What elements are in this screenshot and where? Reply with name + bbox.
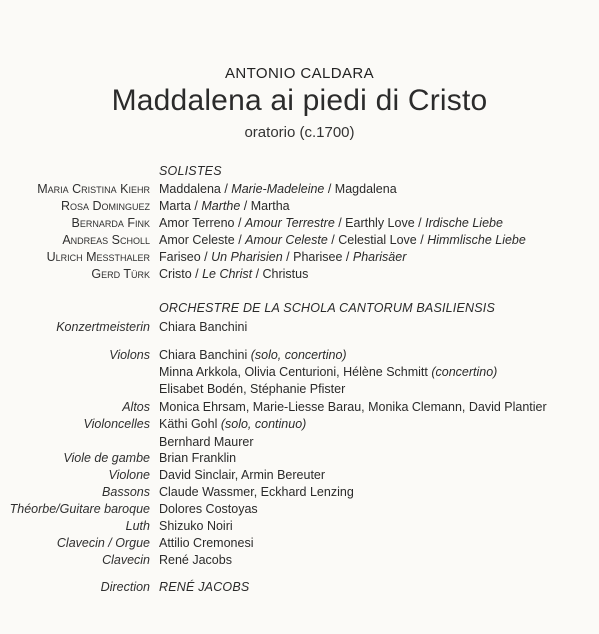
instrument-label: Altos [122,400,150,414]
soloist-row [0,249,599,266]
soloist-row [0,232,599,249]
soloist-role: Amor Terreno / Amour Terrestre / Earthly Love / Irdische Liebe [159,216,503,230]
soloist-role: Amor Celeste / Amour Celeste / Celestial Love / Himmlische Liebe [159,233,526,247]
orchestra-row [0,552,599,569]
orchestra-row [0,501,599,518]
instrument-label: Bassons [102,485,150,499]
conductor-name: RENÉ JACOBS [159,580,250,594]
orchestra-row [0,484,599,501]
composer-name: ANTONIO CALDARA [224,65,375,82]
instrument-label: Viole de gambe [63,451,150,465]
musician-names: Attilio Cremonesi [159,536,254,550]
direction-row [0,579,599,596]
instrument-label: Clavecin / Orgue [56,536,150,550]
musician-names: David Sinclair, Armin Bereuter [159,468,326,482]
orchestra-row [0,434,599,451]
soloist-row [0,181,599,198]
soloist-row [0,215,599,232]
orchestra-row [0,399,599,416]
instrument-label: Clavecin [102,553,150,567]
musician-names: Chiara Banchini (solo, concertino) [159,348,347,362]
soloist-role: Fariseo / Un Pharisien / Pharisee / Pharisäer [159,250,407,264]
orchestra-row [0,347,599,364]
soloist-name: Ulrich Messthaler [46,250,150,264]
orchestra-row [0,416,599,433]
instrument-label: Konzertmeisterin [56,320,150,334]
soloist-name: Maria Cristina Kiehr [37,182,150,196]
orchestra-row [0,518,599,535]
soloist-name: Andreas Scholl [62,233,150,247]
musician-names: Elisabet Bodén, Stéphanie Pfister [159,382,346,396]
orchestra-row [0,467,599,484]
orchestra-row [0,381,599,398]
soloist-role: Cristo / Le Christ / Christus [159,267,309,281]
soloists-heading: SOLISTES [159,164,222,178]
musician-names: Monica Ehrsam, Marie-Liesse Barau, Monika Clemann, David Plantier [159,400,547,414]
instrument-label: Violoncelles [83,417,150,431]
orchestra-row [0,319,599,336]
musician-names: Bernhard Maurer [159,435,254,449]
musician-names: René Jacobs [159,553,232,567]
musician-names: Brian Franklin [159,451,237,465]
instrument-label: Luth [125,519,150,533]
musician-names: Käthi Gohl (solo, continuo) [159,417,307,431]
soloist-row [0,198,599,215]
direction-label: Direction [100,580,150,594]
instrument-label: Violons [109,348,150,362]
musician-names: Claude Wassmer, Eckhard Lenzing [159,485,354,499]
orchestra-heading: ORCHESTRE DE LA SCHOLA CANTORUM BASILIENSIS [159,301,495,315]
musician-names: Minna Arkkola, Olivia Centurioni, Hélène Schmitt (concertino) [159,365,498,379]
soloist-name: Rosa Dominguez [60,199,150,213]
soloist-role: Maddalena / Marie-Madeleine / Magdalena [159,182,397,196]
work-subtitle: oratorio (c.1700) [244,124,355,141]
soloist-role: Marta / Marthe / Martha [159,199,290,213]
musician-names: Dolores Costoyas [159,502,258,516]
soloist-row [0,266,599,283]
orchestra-row [0,364,599,381]
work-title: Maddalena ai piedi di Cristo [111,84,488,117]
instrument-label: Violone [108,468,150,482]
orchestra-row [0,535,599,552]
soloist-name: Gerd Türk [91,267,150,281]
instrument-label: Théorbe/Guitare baroque [9,502,150,516]
musician-names: Shizuko Noiri [159,519,233,533]
musician-names: Chiara Banchini [159,320,248,334]
orchestra-row [0,450,599,467]
soloist-name: Bernarda Fink [71,216,150,230]
